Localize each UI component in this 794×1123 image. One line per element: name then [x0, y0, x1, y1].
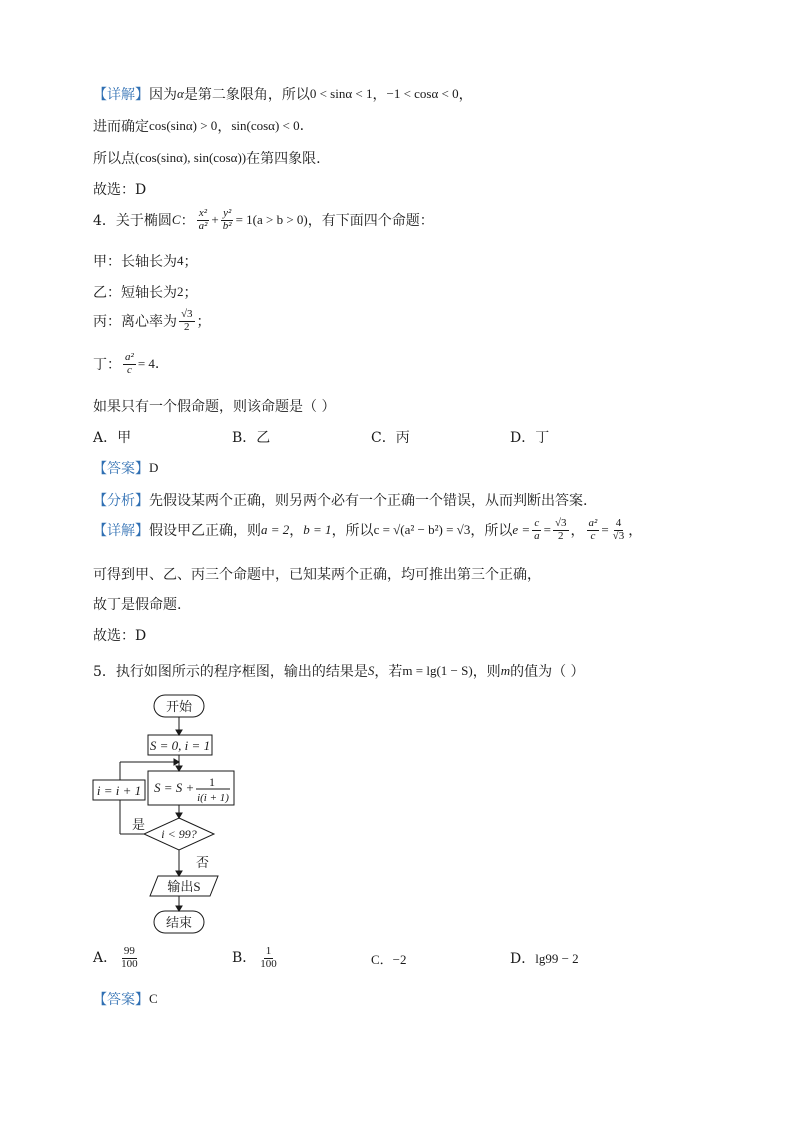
flow-incr-label: i = i + 1 [96, 783, 142, 798]
q4-prop-ding: 丁： $\frac{\text{a²}}{c}$ = 4 . [93, 351, 160, 376]
flow-update-den: i(i + 1) [197, 792, 229, 804]
q3-answer-line: 故选：D [93, 182, 147, 198]
flow-output-label: 输出S [167, 879, 201, 894]
q3-detail-line1: 【详解】 因为 α 是第二象限角，所以 0 < sinα < 1 ， −1 < cosα < 0 ， [93, 86, 473, 103]
q4-prop-yi: 乙：短轴长为 2 ； [93, 284, 198, 301]
q4-detail-line3: 故丁是假命题. [93, 597, 182, 613]
flow-update-num: 1 [209, 775, 215, 789]
q4-detail-line1: 【详解】 假设甲乙正确，则 a = 2 ， b = 1 ，所以 c = √(a² − b²) = √3 ，所以 e = $\frac{c}{a}$ = $\frac{√3}{2}$ ， $\frac{\text{a²}}{c}$ = $\frac{4}{√3}$ ， [93, 517, 643, 542]
option-b: B．乙 [232, 430, 271, 446]
flow-start-label: 开始 [165, 699, 193, 714]
option-a: A．甲 [93, 430, 132, 446]
q4-question: 如果只有一个假命题，则该命题是（ ） [93, 399, 336, 415]
program-flowchart [88, 690, 268, 940]
flow-update-label: S = S + [154, 780, 195, 795]
flow-no-label: 否 [196, 855, 210, 870]
ellipse-y-term: $\frac{\text{y²}}{\text{b²}}$ [222, 207, 232, 232]
q3-detail-line3: 所以点 (cos(sinα), sin(cosα)) 在第四象限. [93, 150, 321, 167]
q4-options [93, 427, 549, 447]
flow-decision-label: i < 99? [161, 827, 197, 841]
flow-init-label: S = 0, i = 1 [149, 738, 211, 753]
option-b: B． $\frac{1}{100}$ [232, 945, 277, 970]
q4-prop-bing: 丙：离心率为 $\frac{√3}{2}$ ； [93, 308, 211, 333]
q4-prop-jia: 甲：长轴长为 4 ； [93, 253, 198, 270]
q4-detail-line2: 可得到甲、乙、丙三个命题中，已知某两个正确，均可推出第三个正确， [93, 567, 541, 583]
option-c: C．−2 [371, 951, 407, 967]
q3-detail-line2: 进而确定 cos(sinα) > 0 ， sin(cosα) < 0 . [93, 118, 305, 135]
ellipse-x-term: $\frac{\text{x²}}{\text{a²}}$ [198, 207, 208, 232]
q4-answer: 【答案】 D [93, 460, 159, 477]
flow-yes-label: 是 [132, 817, 146, 832]
q5-answer: 【答案】 C [93, 991, 158, 1008]
option-d: D．lg99 − 2 [510, 951, 579, 968]
option-c: C．丙 [371, 430, 410, 446]
q4-stem: 4．关于椭圆 C ： $\frac{\text{x²}}{\text{a²}}$ + $\frac{\text{y²}}{\text{b²}}$ = 1(a > b > 0) ，有下面四个命题： [93, 207, 434, 232]
q5-stem: 5．执行如图所示的程序框图，输出的结果是 S ，若 m = lg(1 − S) ，则 m 的值为（ ） [93, 663, 585, 680]
q4-analysis: 【分析】 先假设某两个正确，则另两个必有一个正确一个错误，从而判断出答案. [93, 493, 588, 509]
q4-answer-line: 故选：D [93, 628, 147, 644]
flow-end-label: 结束 [165, 915, 193, 930]
option-a: A． $\frac{99}{100}$ [93, 945, 138, 970]
q5-options [93, 946, 579, 970]
detail-tag: 【详解】 [93, 87, 149, 103]
option-d: D．丁 [510, 430, 550, 446]
